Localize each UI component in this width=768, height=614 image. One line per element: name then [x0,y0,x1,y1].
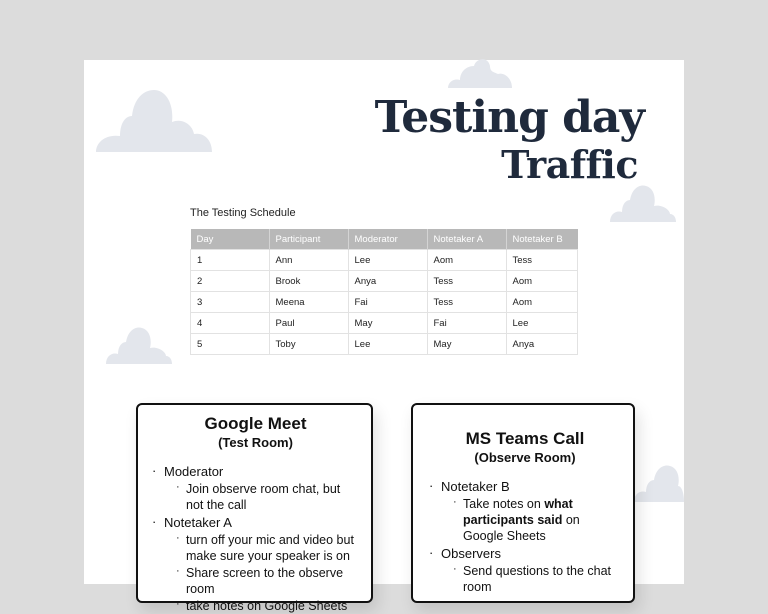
card-title: MS Teams Call [465,429,585,448]
table-row [191,313,578,334]
text-span: Take notes on [463,497,545,511]
cloud-top-left-icon [94,88,214,154]
list-item: · Share screen to the observe room [170,565,361,597]
emphasis-text: what participants said [463,497,573,527]
table-cell: 4 [191,313,270,334]
column-header: Notetaker B [506,229,578,250]
card-subtitle: (Observe Room) [474,450,576,465]
cloud-left-icon [104,326,174,366]
google-meet-card [136,403,373,613]
table-cell: 3 [191,292,270,313]
card-subtitle: (Test Room) [218,435,293,450]
table-cell: Anya [506,334,578,355]
table-cell: Tess [427,292,506,313]
table-cell: Ann [269,250,348,271]
table-cell: Lee [348,334,427,355]
title-line-2: Traffic [501,142,638,187]
table-cell: Toby [269,334,348,355]
list-item: · take notes on Google Sheets [170,598,361,614]
table-row [191,292,578,313]
table-cell: May [348,313,427,334]
cloud-right-icon [608,184,678,224]
list-item [427,479,623,544]
schedule-label: The Testing Schedule [190,207,296,219]
list-item [447,496,623,544]
table-cell: Lee [348,250,427,271]
role-list [150,464,361,614]
list-item: · turn off your mic and video but make sure your speaker is on [170,532,361,564]
column-header: Moderator [348,229,427,250]
table-row [191,334,578,355]
table-cell: Paul [269,313,348,334]
column-header: Day [191,229,270,250]
table-cell: 2 [191,271,270,292]
list-item [150,464,361,513]
role-list [427,479,623,595]
table-header-row [191,229,578,250]
column-header: Participant [269,229,348,250]
table-cell: 1 [191,250,270,271]
table-cell: Meena [269,292,348,313]
card-title: Google Meet [204,414,307,433]
list-item: · Send questions to the chat room [447,563,623,595]
table-cell: May [427,334,506,355]
role-label: Moderator [164,464,224,479]
document-page [84,60,684,613]
table-cell: Tess [506,250,578,271]
table-cell: Fai [348,292,427,313]
list-item [150,515,361,614]
role-label: Notetaker B [441,479,510,494]
text-span: on Google Sheets [463,513,580,543]
ms-teams-card [411,403,635,603]
table-cell: Anya [348,271,427,292]
cloud-top-center-icon [446,60,514,90]
table-row [191,250,578,271]
table-cell: Aom [506,271,578,292]
table-cell: Aom [506,292,578,313]
table-row [191,271,578,292]
table-cell: 5 [191,334,270,355]
table-cell: Fai [427,313,506,334]
table-cell: Tess [427,271,506,292]
title-line-1: Testing day [374,92,644,143]
list-item: · Join observe room chat, but not the call [170,481,361,513]
table-cell: Aom [427,250,506,271]
table-cell: Lee [506,313,578,334]
schedule-table [190,229,578,355]
column-header: Notetaker A [427,229,506,250]
table-cell: Brook [269,271,348,292]
role-label: Observers [441,546,501,561]
list-item [427,546,623,595]
page-title [374,92,644,187]
cloud-bottom-right-icon [632,464,684,504]
role-label: Notetaker A [164,515,232,530]
